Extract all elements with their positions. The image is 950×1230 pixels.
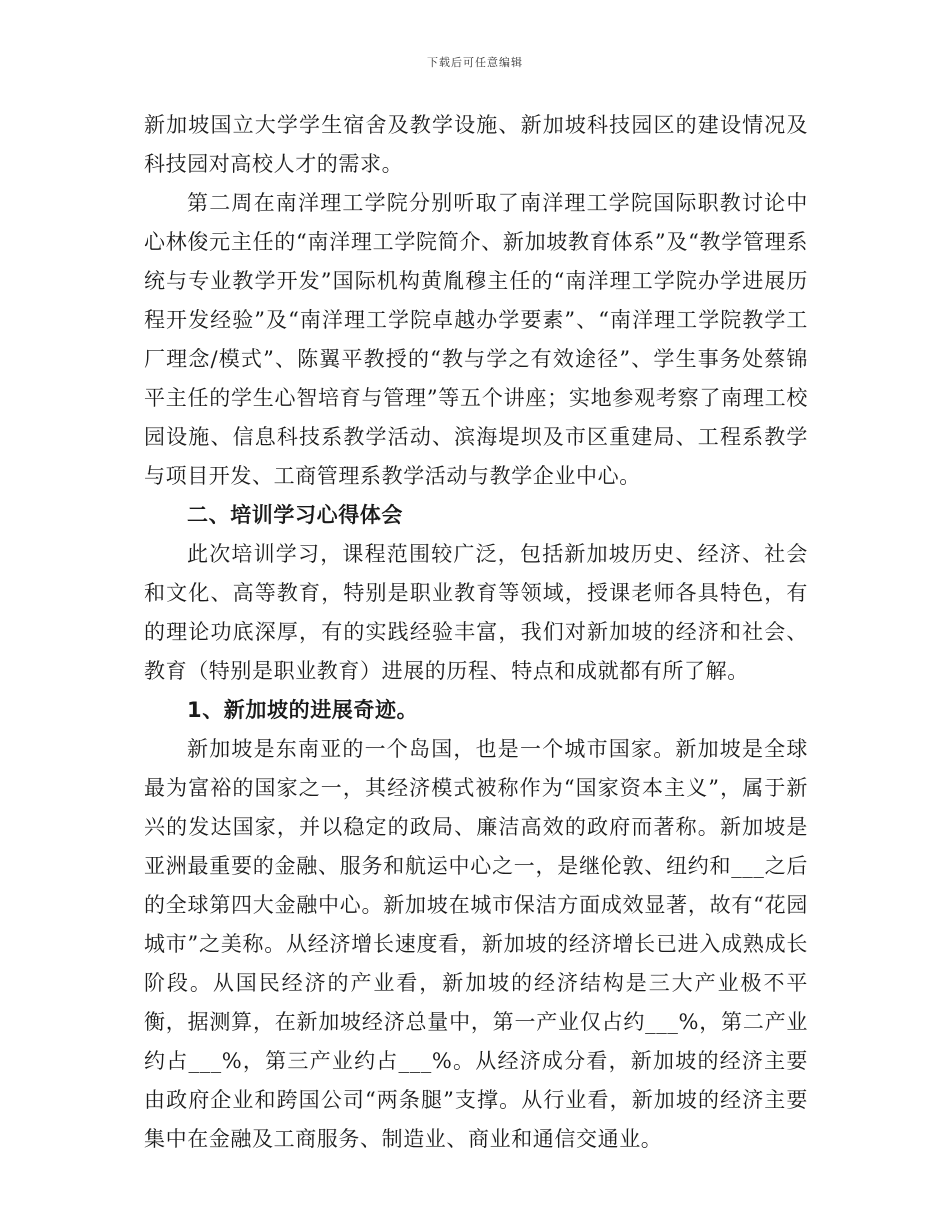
paragraph-continuation: 新加坡国立大学学生宿舍及教学设施、新加坡科技园区的建设情况及科技园对高校人才的需求。: [144, 113, 808, 176]
paragraph-training-overview: 此次培训学习，课程范围较广泛，包括新加坡历史、经济、社会和文化、高等教育，特别是职业教育等领域，授课老师各具特色，有的理论功底深厚，有的实践经验丰富，我们对新加坡的经济和社会、教育（特别是职业教育）进展的历程、特点和成就都有所了解。: [144, 542, 808, 683]
subsection-heading-development-miracle: 1、新加坡的进展奇迹。: [187, 698, 419, 722]
page-header: 下载后可任意编辑: [427, 56, 523, 69]
paragraph-singapore-economy: 新加坡是东南亚的一个岛国，也是一个城市国家。新加坡是全球最为富裕的国家之一，其经济模式被称作为“国家资本主义”，属于新兴的发达国家，并以稳定的政局、廉洁高效的政府而著称。新加坡是亚洲最重要的金融、服务和航运中心之一，是继伦敦、纽约和___之后的全球第四大金融中心。新加坡在城市保洁方面成效显著，故有“花园城市”之美称。从经济增长速度看，新加坡的经济增长已进入成熟成长阶段。从国民经济的产业看，新加坡的经济结构是三大产业极不平衡，据测算，在新加坡经济总量中，第一产业仅占约___%，第二产业约占___%，第三产业约占___%。从经济成分看，新加坡的经济主要由政府企业和跨国公司“两条腿”支撑。从行业看，新加坡的经济主要集中在金融及工商服务、制造业、商业和通信交通业。: [144, 737, 808, 1151]
section-heading-training-insights: 二、培训学习心得体会: [187, 503, 403, 527]
paragraph-week-two: 第二周在南洋理工学院分别听取了南洋理工学院国际职教讨论中心林俊元主任的“南洋理工学院简介、新加坡教育体系”及“教学管理系统与专业教学开发”国际机构黄胤穆主任的“南洋理工学院办学进展历程开发经验”及“南洋理工学院卓越办学要素”、“南洋理工学院教学工厂理念/模式”、陈翼平教授的“教与学之有效途径”、学生事务处蔡锦平主任的学生心智培育与管理”等五个讲座；实地参观考察了南理工校园设施、信息科技系教学活动、滨海堤坝及市区重建局、工程系教学与项目开发、工商管理系教学活动与教学企业中心。: [144, 191, 808, 488]
document-body: [144, 106, 808, 1159]
